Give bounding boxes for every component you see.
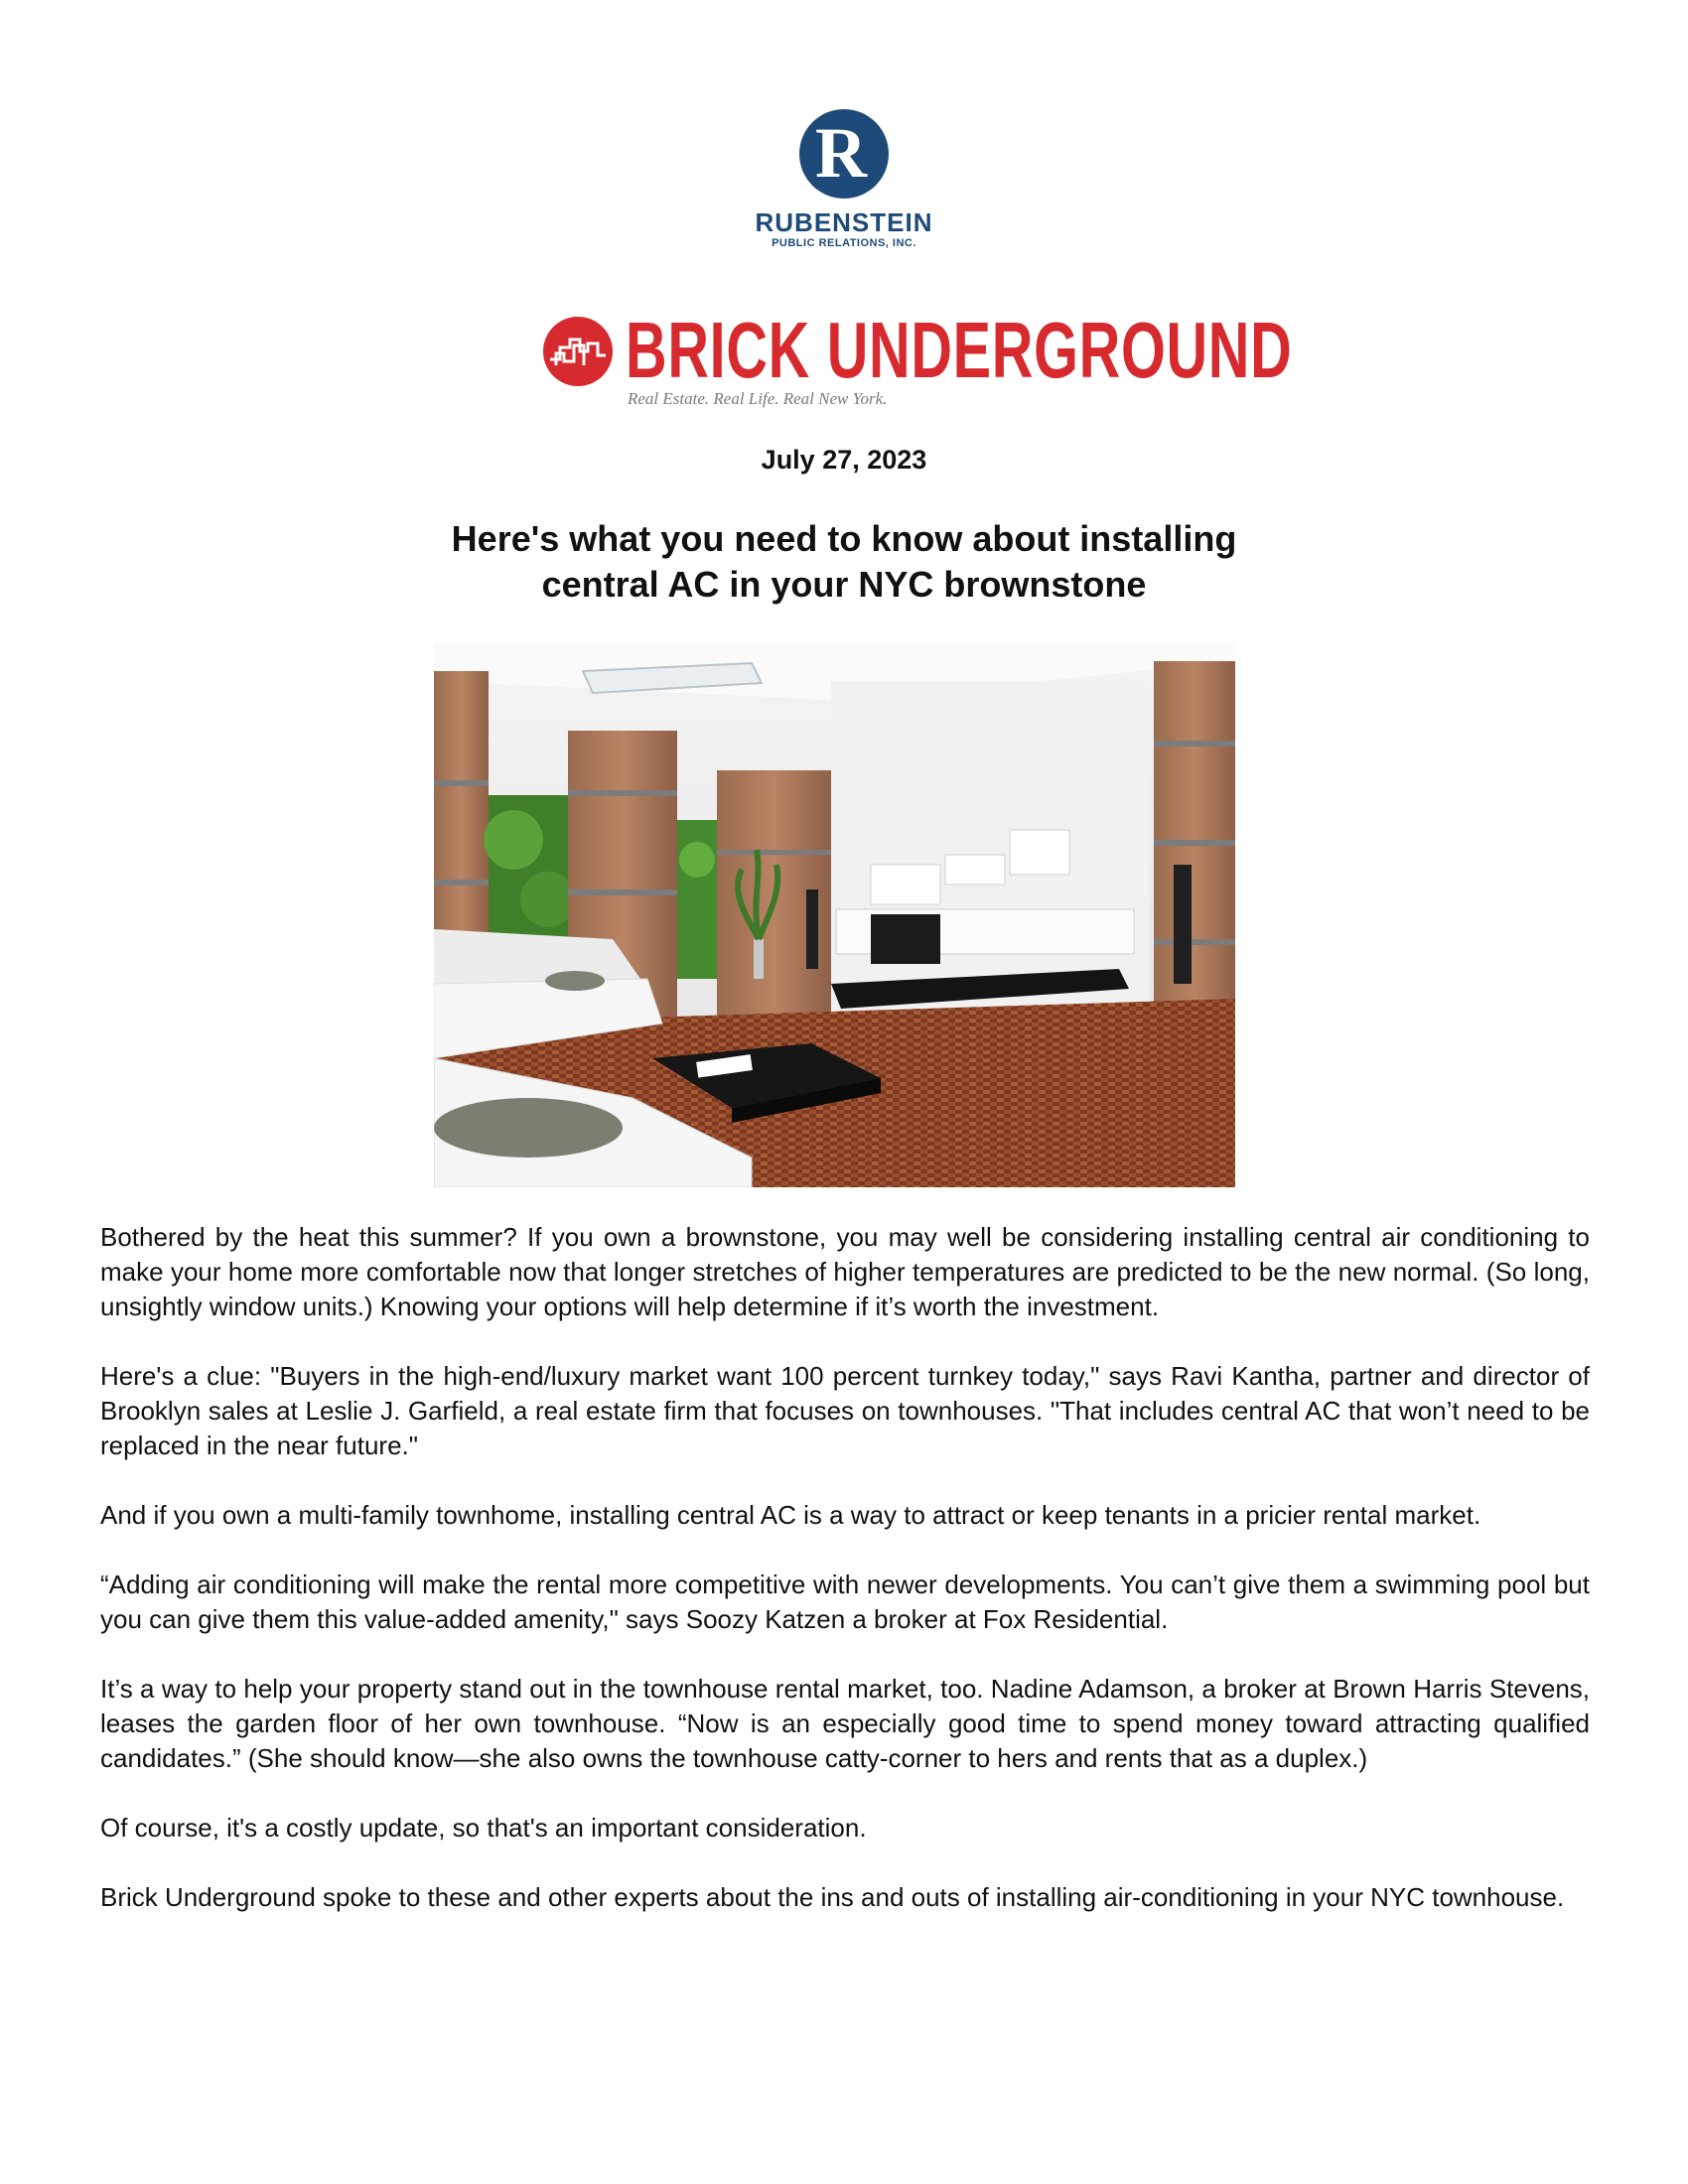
paragraph: “Adding air conditioning will make the rental more competitive with newer developments. You can’t give them a swimming pool but you can give them this value-added amenity," says Soozy Katzen a broker at Fox Residential.	[100, 1570, 1590, 1634]
paragraph: It’s a way to help your property stand out in the townhouse rental market, too. Nadine Adamson, a broker at Brown Harris Stevens, leases the garden floor of her own townhouse. “Now is an especially good time to spend money toward attracting qualified candidates.” (She should know—she also owns the townhouse catty-corner to hers and rents that as a duplex.)	[100, 1674, 1590, 1773]
paragraph: Brick Underground spoke to these and other experts about the ins and outs of installing air-conditioning in your NYC townhouse.	[100, 1882, 1565, 1912]
paragraph: Bothered by the heat this summer? If you own a brownstone, you may well be considering installing central air conditioning to make your home more comfortable now that longer stretches of higher temperatures are predicted to be the new normal. (So long, unsightly window units.) Knowing your options will help determine if it’s worth the investment.	[100, 1222, 1590, 1321]
rubenstein-name: RUBENSTEIN	[755, 207, 933, 237]
brick-underground-logo	[536, 306, 1293, 409]
living-room-photo	[434, 641, 1235, 1187]
svg-text:R: R	[815, 113, 867, 193]
paragraph: And if you own a multi-family townhome, installing central AC is a way to attract or keep tenants in a pricier rental market.	[100, 1500, 1481, 1530]
paragraph: Of course, it's a costly update, so that's an important consideration.	[100, 1813, 867, 1843]
article-headline	[298, 516, 1390, 608]
publication-name: BRICK UNDERGROUND	[626, 306, 1293, 394]
headline-line-2: central AC in your NYC brownstone	[541, 564, 1147, 605]
paragraph: Here's a clue: "Buyers in the high-end/luxury market want 100 percent turnkey today," says Ravi Kantha, partner and director of Brooklyn sales at Leslie J. Garfield, a real estate firm that focuses on townhouses. "That includes central AC that won’t need to be replaced in the near future."	[100, 1361, 1590, 1460]
article-date: July 27, 2023	[761, 445, 927, 475]
headline-line-1: Here's what you need to know about installing	[451, 518, 1237, 559]
city-skyline-icon	[542, 316, 614, 387]
rubenstein-subtitle: PUBLIC RELATIONS, INC.	[772, 237, 916, 249]
publication-tagline: Real Estate. Real Life. Real New York.	[628, 389, 888, 408]
rubenstein-r-icon	[797, 107, 891, 201]
article-body	[100, 1220, 1590, 1950]
rubenstein-logo	[0, 107, 1688, 250]
